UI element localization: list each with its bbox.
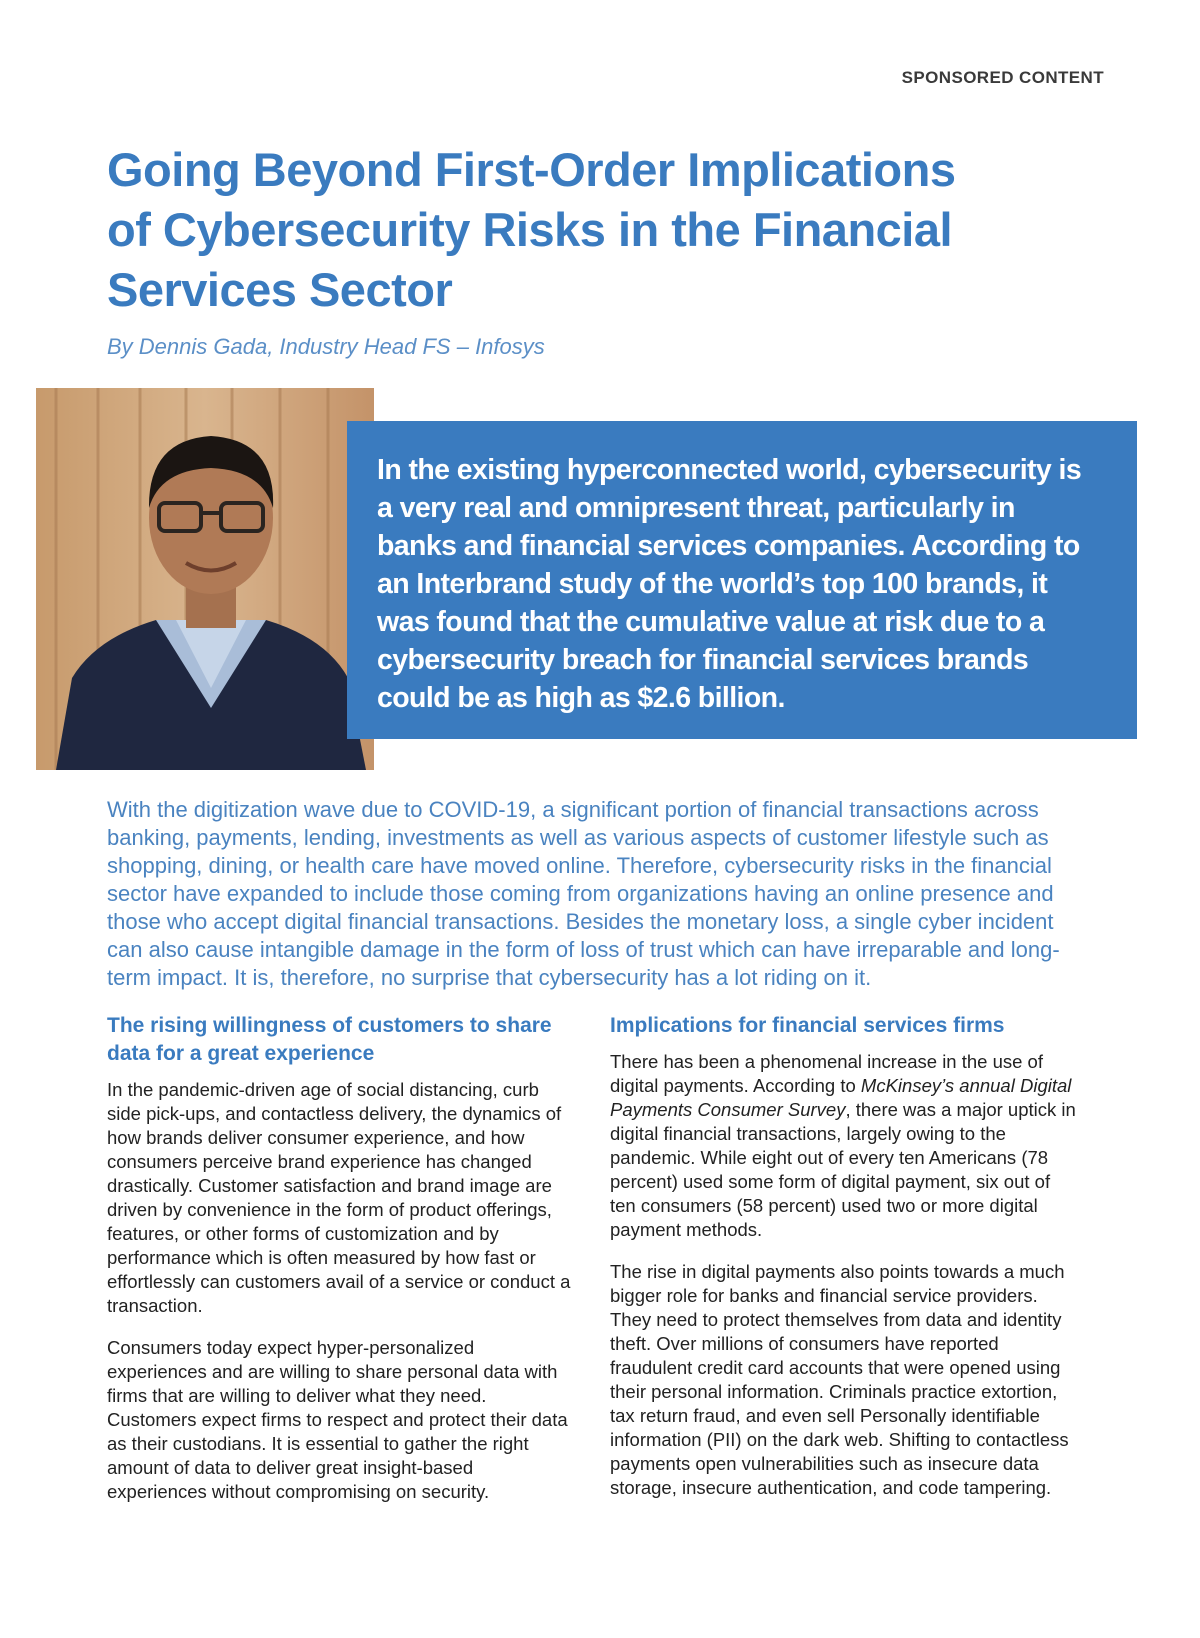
- right-column-heading: Implications for financial services firms: [610, 1014, 1005, 1037]
- article-title: Going Beyond First-Order Implications of Cybersecurity Risks in the Financial Services Sector: [107, 143, 956, 316]
- left-column: [107, 1012, 577, 1522]
- lead-paragraph: With the digitization wave due to COVID-19, a significant portion of financial transactions across banking, payments, lending, investments as well as various aspects of customer lifestyle such as shopping, dining, or health care have moved online. Therefore, cybersecurity risks in the financial sector have expanded to include those coming from organizations having an online presence and those who accept digital financial transactions. Besides the monetary loss, a single cyber incident can also cause intangible damage in the form of loss of trust which can have irreparable and long-term impact. It is, therefore, no surprise that cybersecurity has a lot riding on it.: [107, 797, 1060, 990]
- right-paragraph-1: [610, 1050, 1080, 1242]
- pull-quote-box: [347, 421, 1137, 739]
- author-photo: [36, 388, 374, 770]
- left-column-heading: The rising willingness of customers to share data for a great experience: [107, 1014, 552, 1065]
- left-paragraph-1: In the pandemic-driven age of social distancing, curb side pick-ups, and contactless delivery, the dynamics of how brands deliver consumer experience, and how consumers perceive brand experience has changed drastically. Customer satisfaction and brand image are driven by convenience in the form of product offerings, features, or other forms of customization and by performance which is often measured by how fast or effortlessly can customers avail of a service or conduct a transaction.: [107, 1079, 571, 1316]
- article-byline: By Dennis Gada, Industry Head FS – Infosys: [107, 334, 545, 359]
- left-paragraph-2: Consumers today expect hyper-personalized experiences and are willing to share personal data with firms that are willing to deliver what they need. Customers expect firms to respect and protect their data as their custodians. It is essential to gather the right amount of data to deliver great insight-based experiences without compromising on security.: [107, 1337, 568, 1502]
- pull-quote: In the existing hyperconnected world, cybersecurity is a very real and omnipresent threat, particularly in banks and financial services companies. According to an Interbrand study of the world’s top 100 brands, it was found that the cumulative value at risk due to a cybersecurity breach for financial services brands could be as high as $2.6 billion.: [377, 454, 1082, 714]
- sponsored-content-tag: SPONSORED CONTENT: [901, 68, 1104, 87]
- right-paragraph-2: The rise in digital payments also points towards a much bigger role for banks and financial service providers. They need to protect themselves from data and identity theft. Over millions of consumers have reported fraudulent credit card accounts that were opened using their personal information. Criminals practice extortion, tax return fraud, and even sell Personally identifiable information (PII) on the dark web. Shifting to contactless payments open vulnerabilities such as insecure data storage, insecure authentication, and code tampering.: [610, 1261, 1069, 1498]
- right-paragraph-1-end: , there was a major uptick in digital financial transactions, largely owing to the pandemic. While eight out of every ten Americans (78 percent) used some form of digital payment, six out of ten consumers (58 percent) used two or more digital payment methods.: [610, 1099, 1076, 1240]
- survey-citation: McKinsey’s annual Digital Payments Consumer Survey: [610, 1075, 1072, 1120]
- right-column: [610, 1012, 1080, 1518]
- right-paragraph-1-start: There has been a phenomenal increase in the use of digital payments. According to: [610, 1051, 1043, 1096]
